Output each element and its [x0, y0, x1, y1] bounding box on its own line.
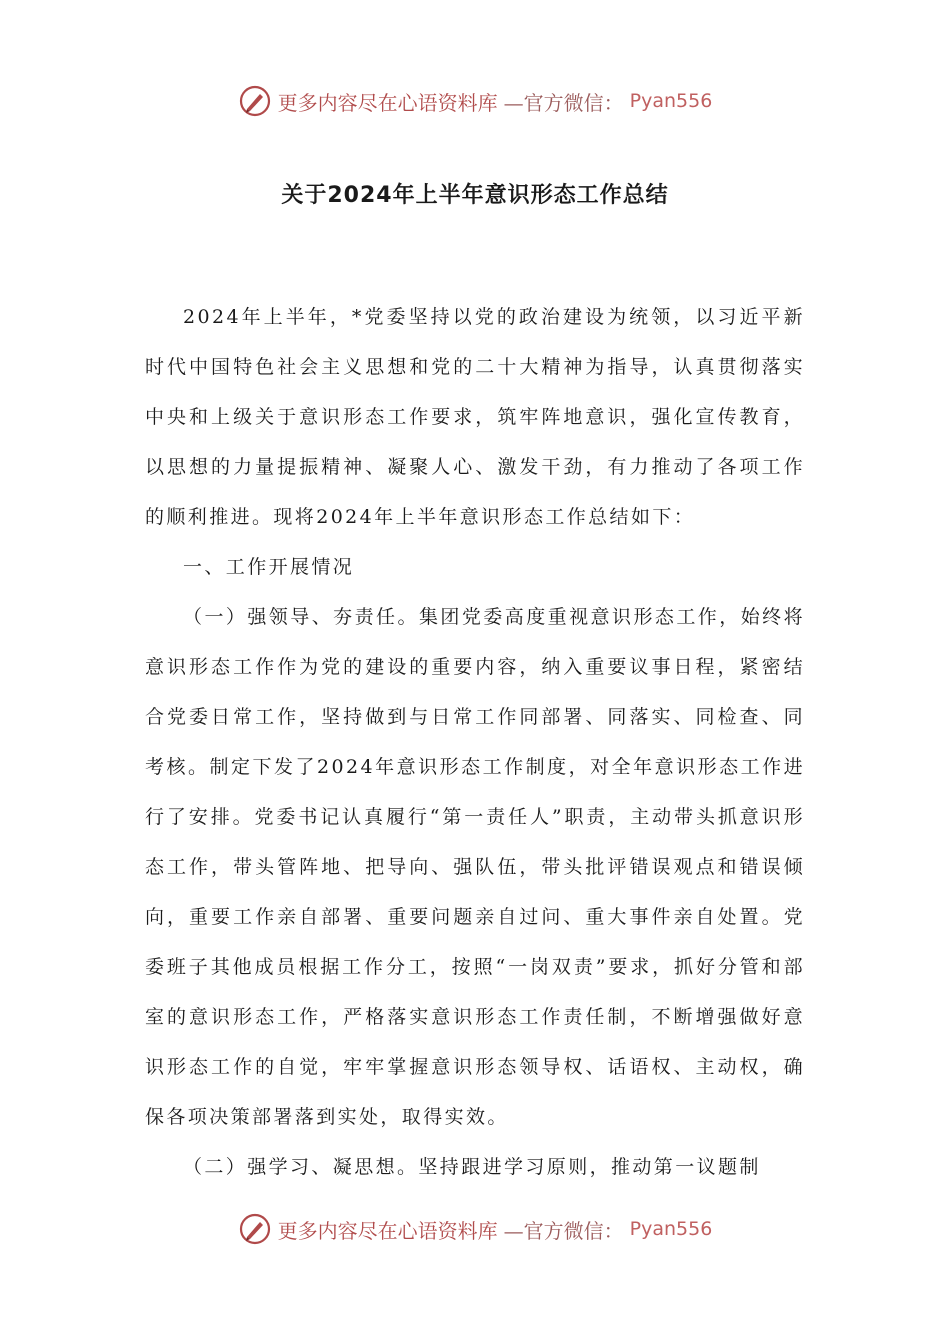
section-heading: 一、工作开展情况 [183, 556, 355, 578]
watermark-main-text: 更多内容尽在心语资料库 [277, 90, 498, 115]
pen-logo-icon [238, 1212, 272, 1246]
watermark-main-text: 更多内容尽在心语资料库 [277, 1218, 498, 1243]
intro-paragraph: 2024年上半年，*党委坚持以党的政治建设为统领，以习近平新时代中国特色社会主义思想和党的二十大精神为指导，认真贯彻落实中央和上级关于意识形态工作要求，筑牢阵地意识，强化宣传教育，以思想的力量提振精神、凝聚人心、激发干劲，有力推动了各项工作的顺利推进。现将2024年上半年意识形态工作总结如下： [145, 306, 805, 528]
document-body [145, 292, 805, 1192]
pen-logo-icon [238, 84, 272, 118]
watermark-wechat-id: Pyan556 [629, 90, 713, 112]
watermark-wechat-id: Pyan556 [629, 1218, 713, 1240]
body-paragraph: （二）强学习、凝思想。坚持跟进学习原则，推动第一议题制 [183, 1156, 761, 1178]
watermark-sub-text: —官方微信： [503, 1218, 624, 1243]
watermark-sub-text: —官方微信： [503, 90, 624, 115]
body-paragraph: （一）强领导、夯责任。集团党委高度重视意识形态工作，始终将意识形态工作作为党的建设的重要内容，纳入重要议事日程，紧密结合党委日常工作，坚持做到与日常工作同部署、同落实、同检查、同考核。制定下发了2024年意识形态工作制度，对全年意识形态工作进行了安排。党委书记认真履行“第一责任人”职责，主动带头抓意识形态工作，带头管阵地、把导向、强队伍，带头批评错误观点和错误倾向，重要工作亲自部署、重要问题亲自过问、重大事件亲自处置。党委班子其他成员根据工作分工，按照“一岗双责”要求，抓好分管和部室的意识形态工作，严格落实意识形态工作责任制，不断增强做好意识形态工作的自觉，牢牢掌握意识形态领导权、话语权、主动权，确保各项决策部署落到实处，取得实效。 [145, 606, 805, 1128]
document-title: 关于2024年上半年意识形态工作总结 [281, 183, 669, 208]
watermark-header [0, 84, 950, 118]
watermark-footer [0, 1212, 950, 1246]
